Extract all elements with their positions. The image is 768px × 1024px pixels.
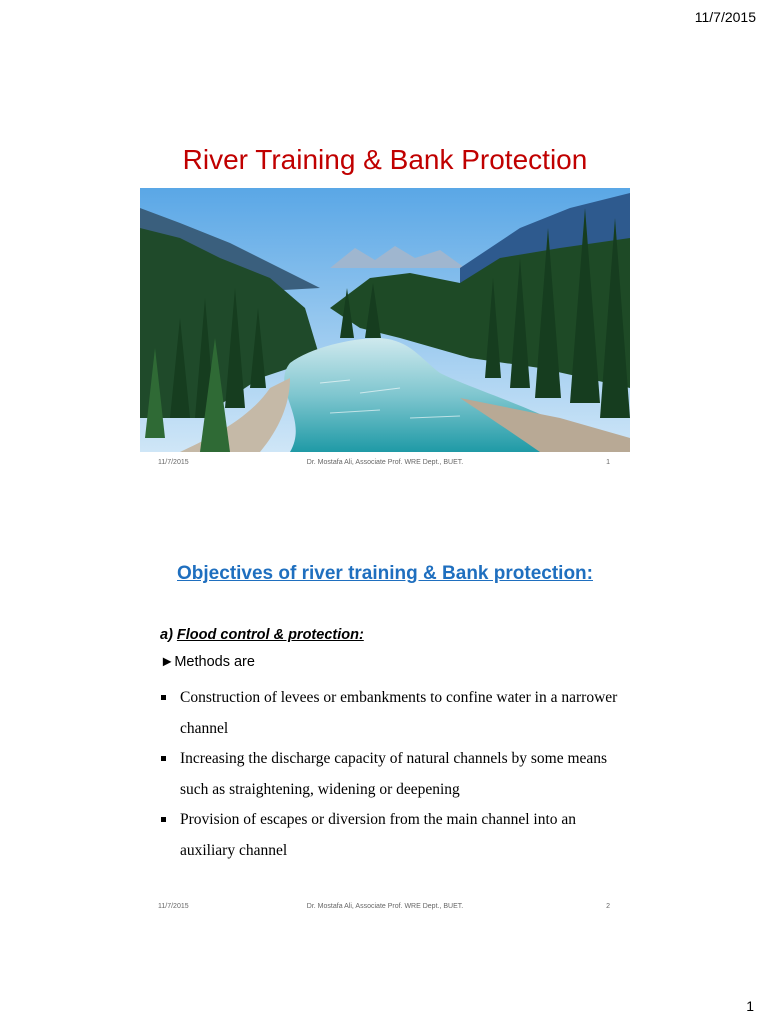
slide-2: [140, 555, 630, 925]
page-date: 11/7/2015: [694, 9, 756, 25]
list-item: [160, 744, 620, 805]
footer-date: 11/7/2015: [158, 459, 189, 466]
list-item-text: Increasing the discharge capacity of natural channels by some means such as straightening, widening or deepening: [180, 750, 608, 798]
footer-author: Dr. Mostafa Ali, Associate Prof. WRE Dept., BUET.: [306, 903, 464, 910]
methods-label: ►Methods are: [160, 654, 255, 670]
square-bullet-icon: [161, 756, 166, 761]
subheading-text: Flood control & protection:: [176, 627, 364, 643]
slide-title: Objectives of river training & Bank protection:: [177, 563, 593, 584]
list-item-text: Provision of escapes or diversion from the main channel into an auxiliary channel: [180, 811, 577, 859]
bullet-list: [160, 683, 620, 866]
footer-slide-number: 1: [606, 459, 610, 466]
list-item-text: Construction of levees or embankments to confine water in a narrower channel: [180, 689, 618, 737]
subheading-prefix: a): [160, 627, 177, 643]
river-landscape-illustration: [140, 188, 630, 452]
footer-author: Dr. Mostafa Ali, Associate Prof. WRE Dept., BUET.: [306, 459, 464, 466]
page-number: 1: [746, 998, 754, 1014]
square-bullet-icon: [161, 695, 166, 700]
river-landscape-image: [140, 188, 630, 452]
section-subheading: [160, 627, 364, 643]
footer-date: 11/7/2015: [158, 903, 189, 910]
list-item: [160, 683, 620, 744]
slide-1: [140, 130, 630, 475]
slide-title: River Training & Bank Protection: [182, 144, 588, 175]
square-bullet-icon: [161, 817, 166, 822]
list-item: [160, 805, 620, 866]
footer-slide-number: 2: [606, 903, 610, 910]
